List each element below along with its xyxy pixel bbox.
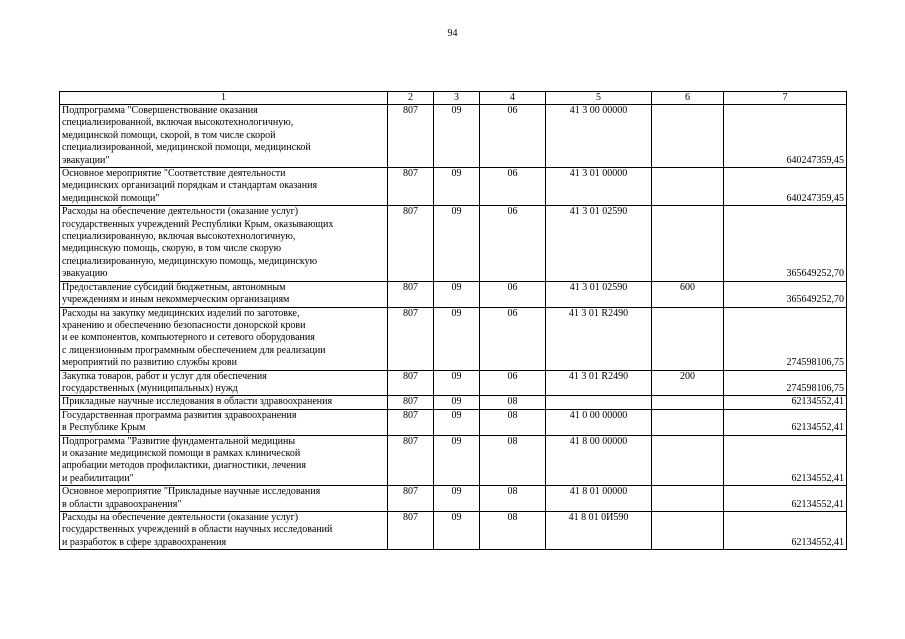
row-vr [652, 409, 724, 435]
row-pr: 08 [480, 409, 546, 435]
row-csr: 41 3 01 02590 [546, 206, 652, 281]
row-vr: 600 [652, 281, 724, 307]
row-rz: 09 [434, 486, 480, 512]
table-row [60, 168, 847, 206]
row-ved: 807 [388, 409, 434, 435]
page-number: 94 [447, 28, 458, 39]
row-vr: 200 [652, 370, 724, 396]
row-amount: 62134552,41 [724, 435, 847, 486]
row-ved: 807 [388, 435, 434, 486]
row-name: Прикладные научные исследования в области здравоохранения [60, 396, 388, 409]
header-col-1: 1 [60, 92, 388, 105]
table-row [60, 396, 847, 409]
row-rz: 09 [434, 435, 480, 486]
row-amount: 274598106,75 [724, 370, 847, 396]
row-ved: 807 [388, 281, 434, 307]
row-ved: 807 [388, 370, 434, 396]
row-ved: 807 [388, 105, 434, 168]
row-ved: 807 [388, 307, 434, 370]
row-csr: 41 3 01 R2490 [546, 370, 652, 396]
row-csr: 41 8 00 00000 [546, 435, 652, 486]
row-name: Основное мероприятие "Прикладные научные исследования в области здравоохранения" [60, 486, 388, 512]
header-col-4: 4 [480, 92, 546, 105]
row-amount: 365649252,70 [724, 281, 847, 307]
row-name: Подпрограмма "Развитие фундаментальной медицины и оказание медицинской помощи в рамках клинической апробации методов профилактики, диагностики, лечения и реабилитации" [60, 435, 388, 486]
row-name: Государственная программа развития здравоохранения в Республике Крым [60, 409, 388, 435]
table-row [60, 512, 847, 550]
row-pr: 08 [480, 512, 546, 550]
row-rz: 09 [434, 409, 480, 435]
table-row [60, 370, 847, 396]
row-vr [652, 105, 724, 168]
row-name: Расходы на закупку медицинских изделий по заготовке, хранению и обеспечению безопасности донорской крови и ее компонентов, компьютерного и сетевого оборудования с лицензионным программным обеспечением для реализации мероприятий по развитию службы крови [60, 307, 388, 370]
row-rz: 09 [434, 206, 480, 281]
row-name: Закупка товаров, работ и услуг для обеспечения государственных (муниципальных) нужд [60, 370, 388, 396]
row-vr [652, 435, 724, 486]
row-ved: 807 [388, 206, 434, 281]
header-col-3: 3 [434, 92, 480, 105]
row-ved: 807 [388, 168, 434, 206]
table-row [60, 486, 847, 512]
header-col-6: 6 [652, 92, 724, 105]
row-amount: 274598106,75 [724, 307, 847, 370]
header-row [60, 92, 847, 105]
table-row [60, 409, 847, 435]
row-name: Предоставление субсидий бюджетным, автономным учреждениям и иным некоммерческим организациям [60, 281, 388, 307]
row-name: Основное мероприятие "Соответствие деятельности медицинских организаций порядкам и стандартам оказания медицинской помощи" [60, 168, 388, 206]
row-rz: 09 [434, 512, 480, 550]
row-csr: 41 3 01 02590 [546, 281, 652, 307]
row-ved: 807 [388, 486, 434, 512]
row-amount: 62134552,41 [724, 486, 847, 512]
row-vr [652, 168, 724, 206]
row-vr [652, 486, 724, 512]
row-amount: 640247359,45 [724, 105, 847, 168]
row-pr: 08 [480, 486, 546, 512]
header-col-7: 7 [724, 92, 847, 105]
budget-table [59, 91, 847, 550]
table-row [60, 281, 847, 307]
row-vr [652, 396, 724, 409]
row-amount: 62134552,41 [724, 512, 847, 550]
row-csr [546, 396, 652, 409]
row-csr: 41 0 00 00000 [546, 409, 652, 435]
row-vr [652, 307, 724, 370]
row-pr: 06 [480, 105, 546, 168]
row-csr: 41 3 00 00000 [546, 105, 652, 168]
header-col-2: 2 [388, 92, 434, 105]
row-amount: 62134552,41 [724, 396, 847, 409]
table-row [60, 105, 847, 168]
header-col-5: 5 [546, 92, 652, 105]
row-rz: 09 [434, 370, 480, 396]
row-csr: 41 8 01 00000 [546, 486, 652, 512]
row-name: Подпрограмма "Совершенствование оказания специализированной, включая высокотехнологичную, медицинской помощи, скорой, в том числе скорой специализированной, медицинской помощи, медицинской эвакуации" [60, 105, 388, 168]
row-pr: 06 [480, 281, 546, 307]
row-amount: 365649252,70 [724, 206, 847, 281]
row-csr: 41 3 01 00000 [546, 168, 652, 206]
row-rz: 09 [434, 307, 480, 370]
row-vr [652, 206, 724, 281]
row-csr: 41 3 01 R2490 [546, 307, 652, 370]
table-row [60, 435, 847, 486]
row-name: Расходы на обеспечение деятельности (оказание услуг) государственных учреждений в области научных исследований и разработок в сфере здравоохранения [60, 512, 388, 550]
row-rz: 09 [434, 281, 480, 307]
row-vr [652, 512, 724, 550]
row-pr: 06 [480, 370, 546, 396]
row-pr: 06 [480, 168, 546, 206]
row-ved: 807 [388, 512, 434, 550]
row-amount: 640247359,45 [724, 168, 847, 206]
row-pr: 06 [480, 206, 546, 281]
row-name: Расходы на обеспечение деятельности (оказание услуг) государственных учреждений Республики Крым, оказывающих специализированную, включая высокотехнологичную, медицинскую помощь, скорую, в том числе скорую специализированную, медицинскую помощь, медицинскую эвакуацию [60, 206, 388, 281]
table-row [60, 307, 847, 370]
row-csr: 41 8 01 0И590 [546, 512, 652, 550]
row-rz: 09 [434, 168, 480, 206]
row-pr: 06 [480, 307, 546, 370]
row-pr: 08 [480, 435, 546, 486]
row-amount: 62134552,41 [724, 409, 847, 435]
row-rz: 09 [434, 396, 480, 409]
row-rz: 09 [434, 105, 480, 168]
row-ved: 807 [388, 396, 434, 409]
table-body [60, 105, 847, 550]
row-pr: 08 [480, 396, 546, 409]
table-row [60, 206, 847, 281]
